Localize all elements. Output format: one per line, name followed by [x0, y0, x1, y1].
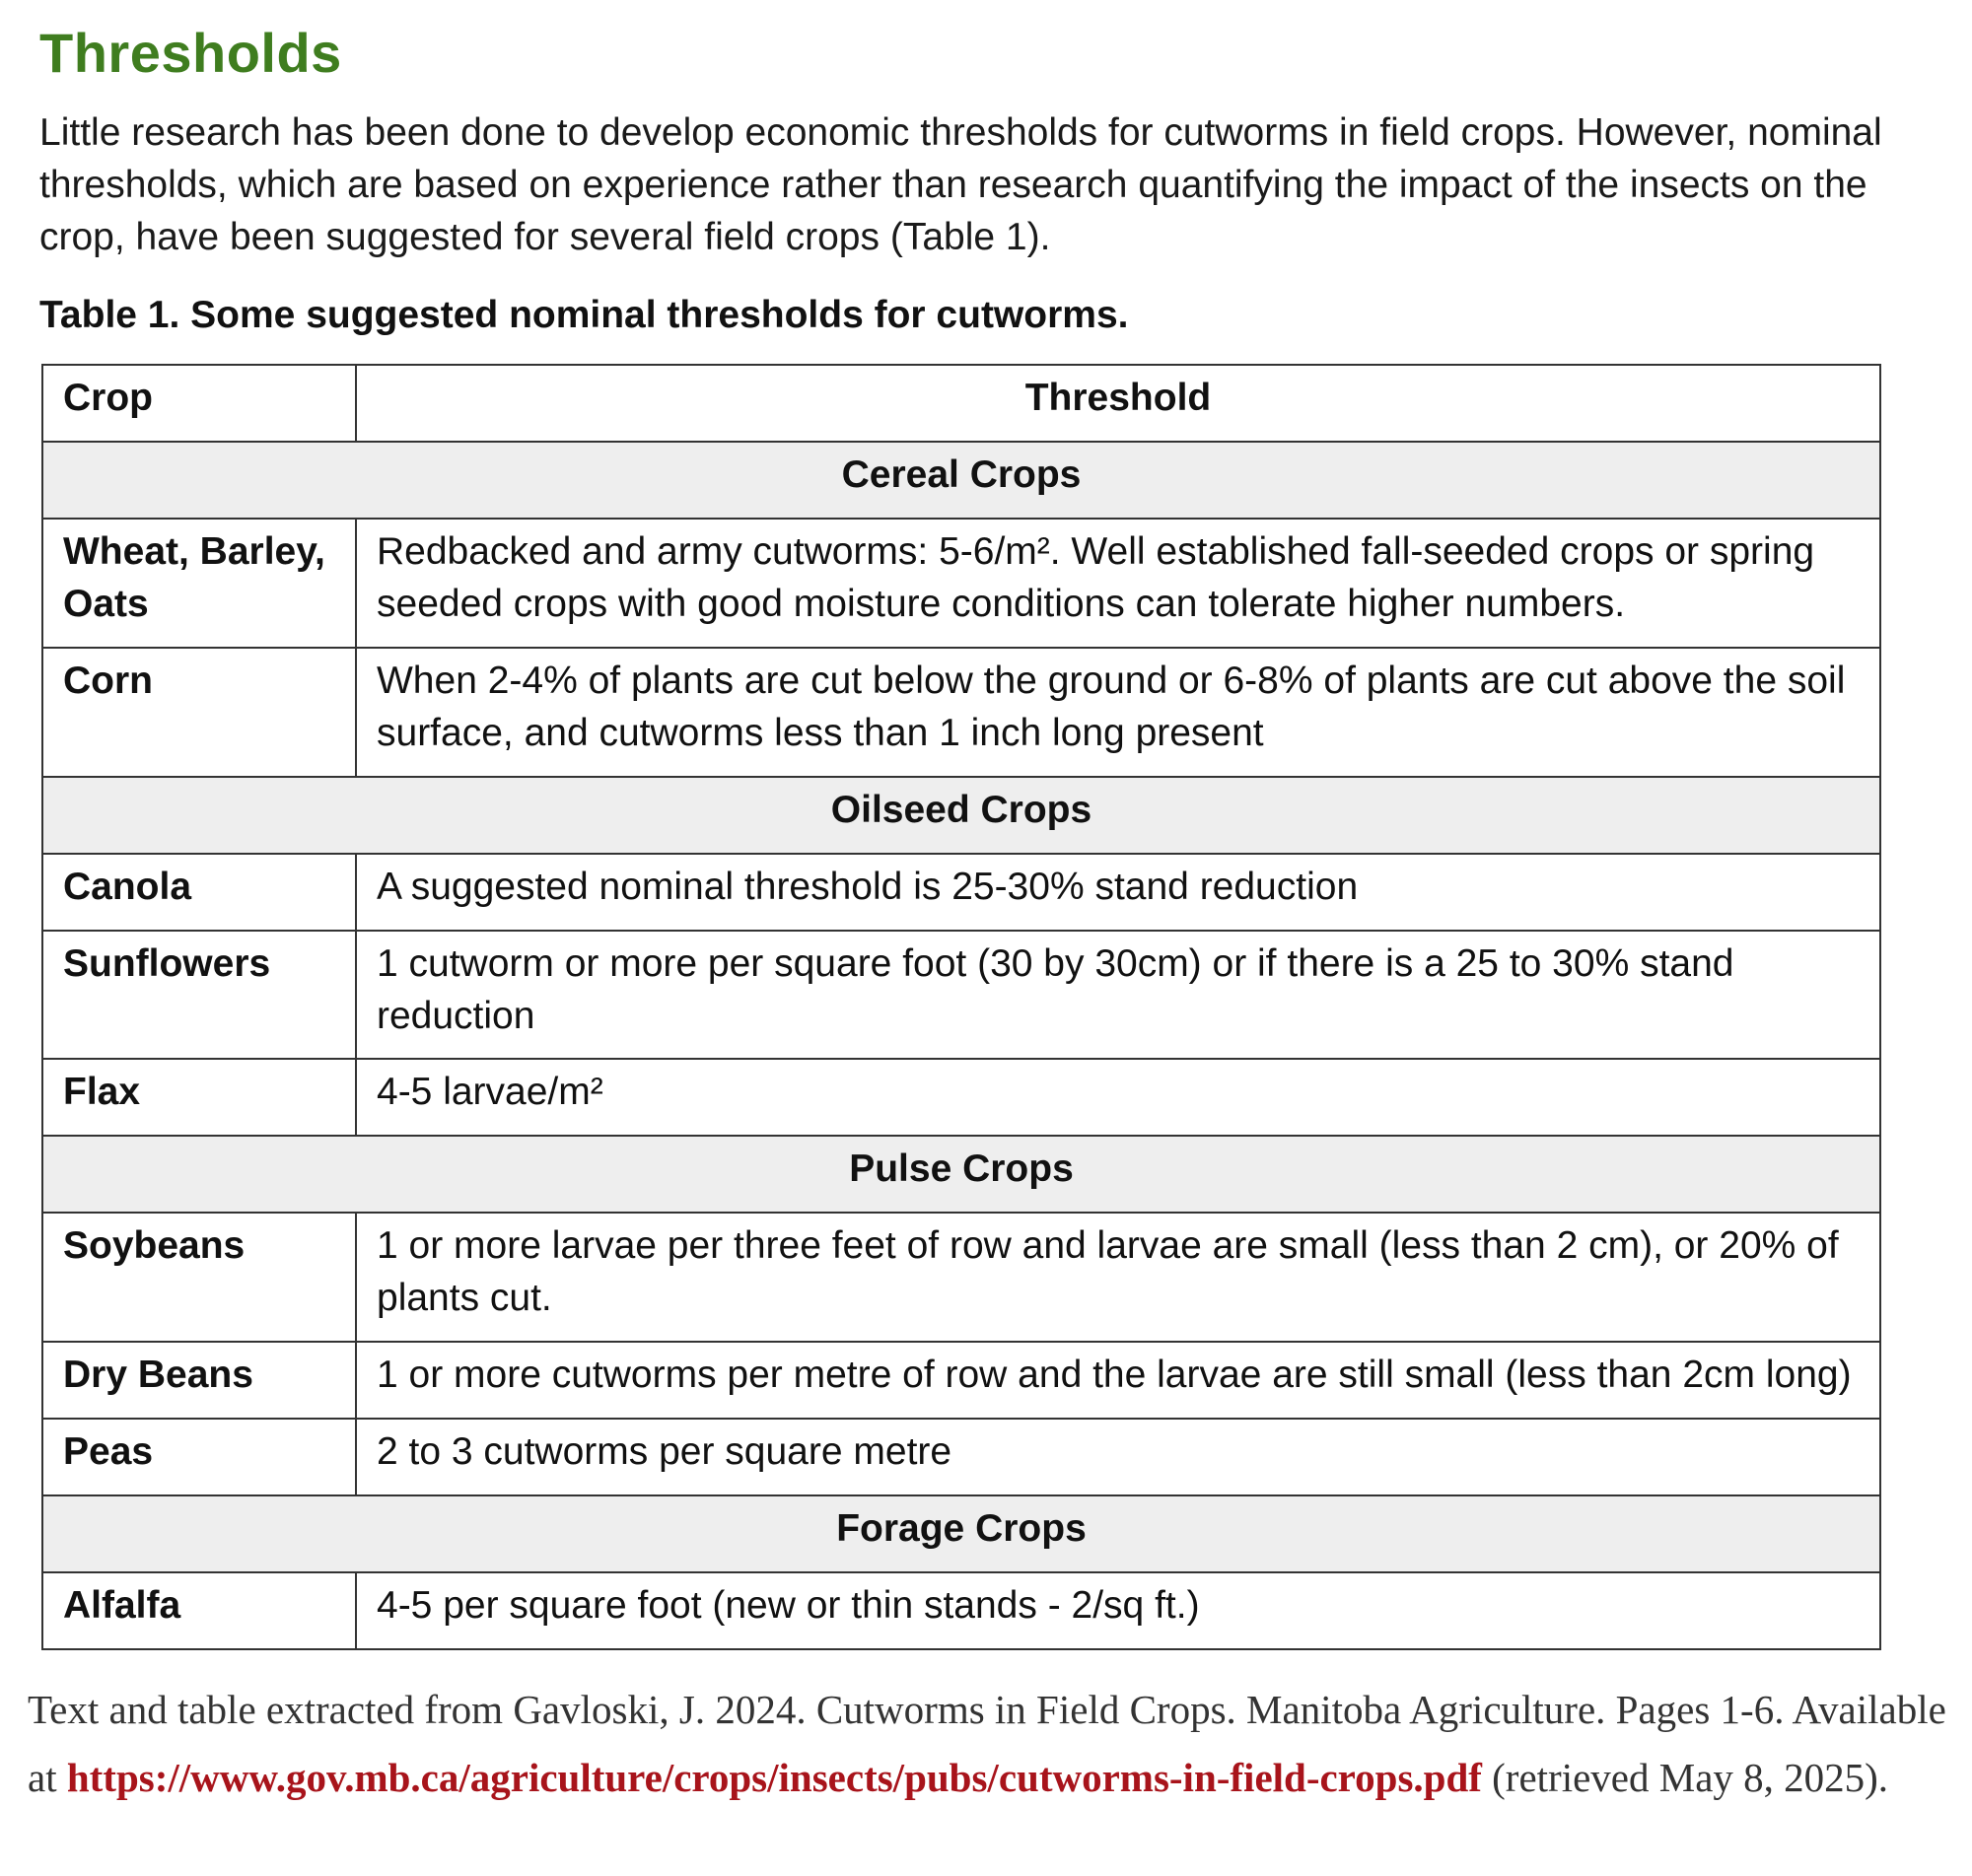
section-row-oilseed	[42, 777, 1880, 854]
table-row	[42, 1419, 1880, 1495]
crop-cell: Sunflowers	[42, 931, 356, 1059]
table-row	[42, 519, 1880, 648]
header-threshold: Threshold	[356, 365, 1880, 442]
table-row	[42, 1342, 1880, 1419]
table-caption: Table 1. Some suggested nominal thresholds for cutworms.	[39, 294, 1129, 336]
table-row	[42, 1213, 1880, 1342]
threshold-cell: Redbacked and army cutworms: 5-6/m². Well established fall-seeded crops or spring seeded crops with good moisture conditions can tolerate higher numbers.	[356, 519, 1880, 648]
section-row-cereal	[42, 442, 1880, 519]
citation-retrieved: (retrieved May 8, 2025).	[1481, 1755, 1889, 1800]
source-link[interactable]: https://www.gov.mb.ca/agriculture/crops/insects/pubs/cutworms-in-field-crops.pdf	[66, 1755, 1482, 1800]
intro-paragraph: Little research has been done to develop economic thresholds for cutworms in field crops. However, nominal thresholds, which are based on experience rather than research quantifying the impact of the insects on the crop, have been suggested for several field crops (Table 1).	[39, 111, 1882, 258]
table-row	[42, 648, 1880, 777]
threshold-cell: A suggested nominal threshold is 25-30% stand reduction	[356, 854, 1880, 931]
citation-text: Text and table extracted from Gavloski, J. 2024. Cutworms in Field Crops. Manitoba Agriculture. Pages 1-6. Available at	[28, 1687, 1946, 1800]
thresholds-table-container	[41, 364, 1879, 1650]
section-label: Cereal Crops	[42, 442, 1880, 519]
table-row	[42, 1572, 1880, 1649]
table-row	[42, 1059, 1880, 1136]
thresholds-table	[41, 364, 1881, 1650]
section-label: Pulse Crops	[42, 1136, 1880, 1213]
table-row	[42, 931, 1880, 1059]
crop-cell: Wheat, Barley, Oats	[42, 519, 356, 648]
section-row-forage	[42, 1495, 1880, 1572]
crop-cell: Flax	[42, 1059, 356, 1136]
section-heading: Thresholds	[39, 22, 342, 84]
threshold-cell: When 2-4% of plants are cut below the ground or 6-8% of plants are cut above the soil surface, and cutworms less than 1 inch long present	[356, 648, 1880, 777]
threshold-cell: 1 or more larvae per three feet of row and larvae are small (less than 2 cm), or 20% of plants cut.	[356, 1213, 1880, 1342]
crop-cell: Dry Beans	[42, 1342, 356, 1419]
threshold-cell: 1 cutworm or more per square foot (30 by 30cm) or if there is a 25 to 30% stand reduction	[356, 931, 1880, 1059]
crop-cell: Peas	[42, 1419, 356, 1495]
threshold-cell: 1 or more cutworms per metre of row and the larvae are still small (less than 2cm long)	[356, 1342, 1880, 1419]
section-row-pulse	[42, 1136, 1880, 1213]
crop-cell: Corn	[42, 648, 356, 777]
section-label: Oilseed Crops	[42, 777, 1880, 854]
citation-paragraph	[28, 1676, 1960, 1812]
threshold-cell: 4-5 larvae/m²	[356, 1059, 1880, 1136]
table-header-row	[42, 365, 1880, 442]
crop-cell: Soybeans	[42, 1213, 356, 1342]
header-crop: Crop	[42, 365, 356, 442]
threshold-cell: 2 to 3 cutworms per square metre	[356, 1419, 1880, 1495]
crop-cell: Alfalfa	[42, 1572, 356, 1649]
section-label: Forage Crops	[42, 1495, 1880, 1572]
crop-cell: Canola	[42, 854, 356, 931]
threshold-cell: 4-5 per square foot (new or thin stands - 2/sq ft.)	[356, 1572, 1880, 1649]
table-row	[42, 854, 1880, 931]
